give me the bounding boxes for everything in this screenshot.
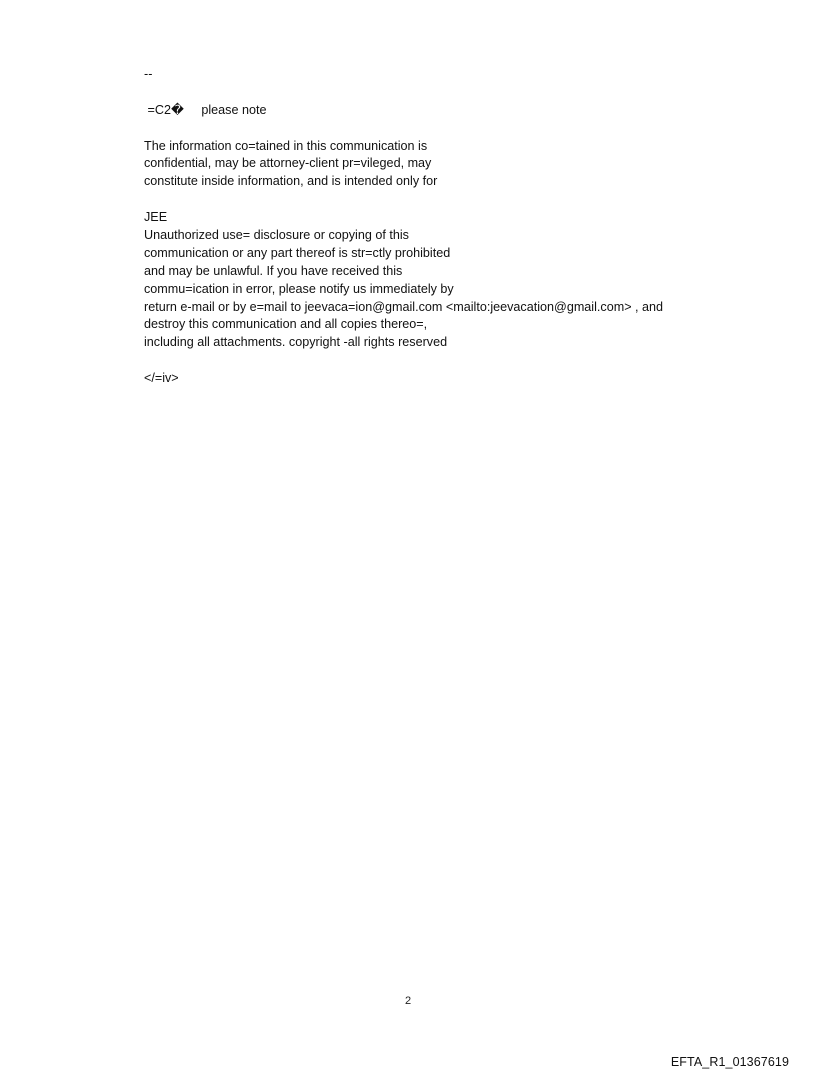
- blank-line: [144, 84, 764, 102]
- text-line: confidential, may be attorney-client pr=vileged, may: [144, 156, 432, 171]
- text-line: Unauthorized use= disclosure or copying of this: [144, 228, 409, 243]
- text-line: communication or any part thereof is str=ctly prohibited: [144, 245, 451, 260]
- confidentiality-paragraph-1: [144, 138, 764, 192]
- confidentiality-paragraph-2: [144, 209, 764, 352]
- closing-tag-line: </=iv>: [144, 371, 179, 386]
- text-line: including all attachments. copyright -all rights reserved: [144, 335, 448, 350]
- blank-line: [144, 352, 764, 370]
- text-line: and may be unlawful. If you have received this: [144, 263, 403, 278]
- text-line: constitute inside information, and is intended only for: [144, 174, 438, 189]
- text-line: destroy this communication and all copies thereo=,: [144, 317, 428, 332]
- blank-line: [144, 191, 764, 209]
- blank-line: [144, 120, 764, 138]
- text-line: return e-mail or by e=mail to jeevaca=ion@gmail.com <mailto:jeevacation@gmail.com> , and: [144, 299, 664, 314]
- separator-line: --: [144, 67, 153, 81]
- email-body: [144, 66, 764, 388]
- note-line: =C2� please note: [144, 102, 267, 117]
- text-line: commu=ication in error, please notify us immediately by: [144, 281, 454, 296]
- page-number: 2: [404, 995, 412, 1007]
- text-line: JEE: [144, 210, 168, 225]
- text-line: The information co=tained in this communication is: [144, 138, 428, 153]
- bates-number: EFTA_R1_01367619: [670, 1055, 789, 1069]
